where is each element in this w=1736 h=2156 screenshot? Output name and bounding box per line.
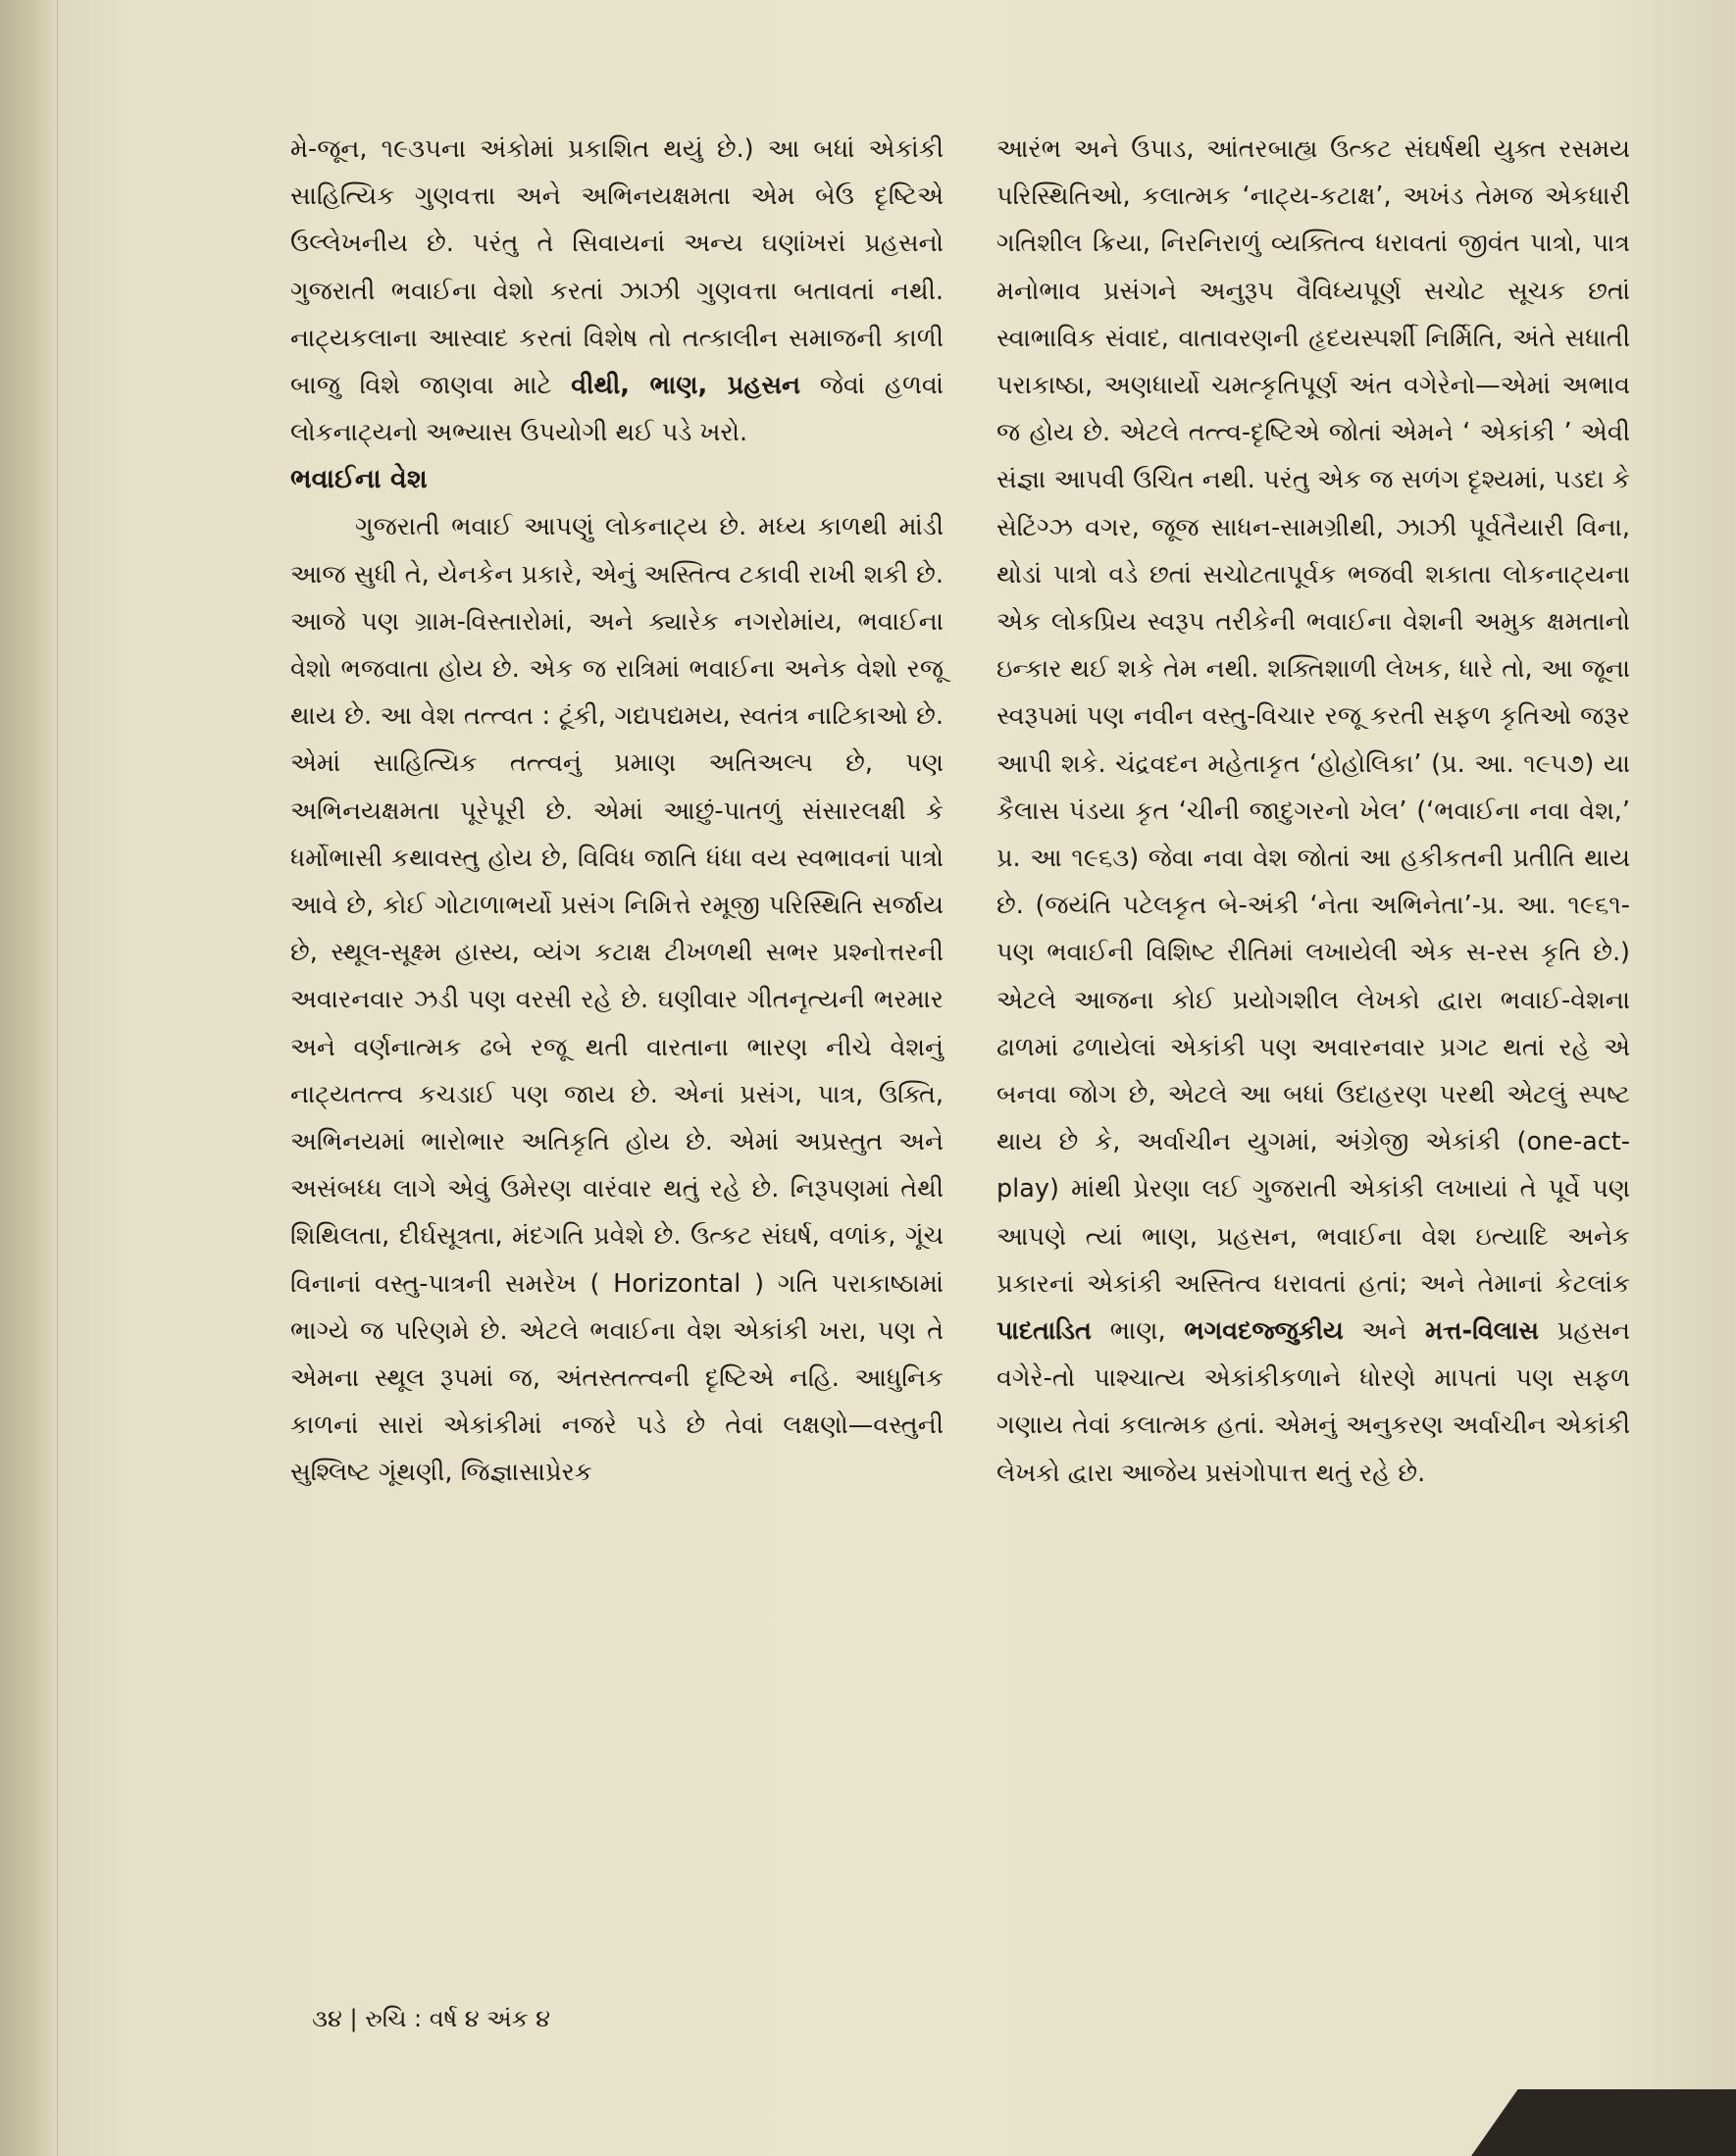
right-bold-mattavilas: મત્ત-વિલાસ — [1425, 1316, 1539, 1347]
right-text-mid1: ભાણ, — [1091, 1316, 1185, 1347]
right-text-end: પ્રહસન વગેરે-તો પાશ્ચાત્ય એકાંકીકળાને ધોરણે માપતાં પણ સફળ ગણાય તેવાં કલાત્મક હતાં. એમનું અનુકરણ અર્વાચીન એકાંકી લેખકો દ્વારા આજેય પ્રસંગોપાત્ત થતું રહે છે. — [996, 1316, 1630, 1488]
right-text-main: આરંભ અને ઉપાડ, આંતરબાહ્ય ઉત્કટ સંઘર્ષથી યુક્ત રસમય પરિસ્થિતિઓ, કલાત્મક ‘નાટ્ય-કટાક્ષ’, અખંડ તેમજ એકધારી ગતિશીલ ક્રિયા, નિરનિરાળું વ્યક્તિત્વ ધરાવતાં જીવંત પાત્રો, પાત્ર મનોભાવ પ્રસંગને અનુરૂપ વૈવિધ્યપૂર્ણ સચોટ સૂચક છતાં સ્વાભાવિક સંવાદ, વાતાવરણની હૃદયસ્પર્શી નિર્મિતિ, અંતે સધાતી પરાકાષ્ઠા, અણધાર્યો ચમત્કૃતિપૂર્ણ અંત વગેરેનો—એમાં અભાવ જ હોય છે. એટલે તત્ત્વ-દૃષ્ટિએ જોતાં એમને ‘ એકાંકી ’ એવી સંજ્ઞા આપવી ઉચિત નથી. પરંતુ એક જ સળંગ દૃશ્યમાં, પડદા કે સેટિંગ્ઝ વગર, જૂજ સાધન-સામગ્રીથી, ઝાઝી પૂર્વતૈયારી વિના, થોડાં પાત્રો વડે છતાં સચોટતાપૂર્વક ભજવી શકાતા લોકનાટ્યના એક લોકપ્રિય સ્વરૂપ તરીકેની ભવાઈના વેશની અમુક ક્ષમતાનો ઇન્કાર થઈ શકે તેમ નથી. શક્તિશાળી લેખક, ધારે તો, આ જૂના સ્વરૂપમાં પણ નવીન વસ્તુ-વિચાર રજૂ કરતી સફળ કૃતિઓ જરૂર આપી શકે. ચંદ્રવદન મહેતાકૃત ‘હોહોલિકા’ (પ્ર. આ. ૧૯૫૭) યા કૈલાસ પંડયા કૃત ‘ચીની જાદુગરનો ખેલ’ (‘ભવાઈના નવા વેશ,’ પ્ર. આ ૧૯૬૩) જેવા નવા વેશ જોતાં આ હકીકતની પ્રતીતિ થાય છે. (જયંતિ પટેલકૃત બે-અંકી ‘નેતા અભિનેતા’-પ્ર. આ. ૧૯૬૧-પણ ભવાઈની વિશિષ્ટ રીતિમાં લખાયેલી એક સ-રસ કૃતિ છે.) એટલે આજના કોઈ પ્રયોગશીલ લેખકો દ્વારા ભવાઈ-વેશના ઢાળમાં ઢળાયેલાં એકાંકી પણ અવારનવાર પ્રગટ થતાં રહે એ બનવા જોગ છે, એટલે આ બધાં ઉદાહરણ પરથી એટલું સ્પષ્ટ થાય છે કે, અર્વાચીન યુગમાં, અંગ્રેજી એકાંકી (one-act-play) માંથી પ્રેરણા લઈ ગુજરાતી એકાંકી લખાયાં તે પૂર્વે પણ આપણે ત્યાં ભાણ, પ્રહસન, ભવાઈના વેશ ઇત્યાદિ અનેક પ્રકારનાં એકાંકી અસ્તિત્વ ધરાવતાં હતાં; અને તેમાનાં કેટલાંક — [996, 134, 1630, 1299]
right-bold-padtadit: પાદતાડિત — [996, 1316, 1092, 1347]
left-intro-bold-terms: વીથી, ભાણ, પ્રહસન — [571, 371, 801, 401]
left-paragraph-bhavai: ગુજરાતી ભવાઈ આપણું લોકનાટ્ય છે. મધ્ય કાળથી માંડી આજ સુધી તે, યેનકેન પ્રકારે, એનું અસ્તિત્વ ટકાવી રાખી શકી છે. આજે પણ ગ્રામ-વિસ્તારોમાં, અને ક્યારેક નગરોમાંય, ભવાઈના વેશો ભજવાતા હોય છે. એક જ રાત્રિમાં ભવાઈના અનેક વેશો રજૂ થાય છે. આ વેશ તત્ત્વત : ટૂંકી, ગદ્યપદ્યમય, સ્વતંત્ર નાટિકાઓ છે. એમાં સાહિત્યિક તત્ત્વનું પ્રમાણ અતિઅલ્પ છે, પણ અભિનયક્ષમતા પૂરેપૂરી છે. એમાં આછું-પાતળું સંસારલક્ષી કે ધર્મોભાસી કથાવસ્તુ હોય છે, વિવિધ જાતિ ધંધા વય સ્વભાવનાં પાત્રો આવે છે, કોઈ ગોટાળાભર્યો પ્રસંગ નિમિત્તે રમૂજી પરિસ્થિતિ સર્જાય છે, સ્થૂલ-સૂક્ષ્મ હાસ્ય, વ્યંગ કટાક્ષ ટીખળથી સભર પ્રશ્નોત્તરની અવારનવાર ઝડી પણ વરસી રહે છે. ઘણીવાર ગીતનૃત્યની ભરમાર અને વર્ણનાત્મક ઢબે રજૂ થતી વારતાના ભારણ નીચે વેશનું નાટ્યતત્ત્વ કચડાઈ પણ જાય છે. એનાં પ્રસંગ, પાત્ર, ઉક્તિ, અભિનયમાં ભારોભાર અતિકૃતિ હોય છે. એમાં અપ્રસ્તુત અને અસંબધ્ધ લાગે એવું ઉમેરણ વારંવાર થતું રહે છે. નિરૂપણમાં તેથી શિથિલતા, દીર્ઘસૂત્રતા, મંદગતિ પ્રવેશે છે. ઉત્કટ સંઘર્ષ, વળાંક, ગૂંચ વિનાનાં વસ્તુ-પાત્રની સમરેખ ( Horizontal ) ગતિ પરાકાષ્ઠામાં ભાગ્યે જ પરિણમે છે. એટલે ભવાઈના વેશ એકાંકી ખરા, પણ તે એમના સ્થૂલ રૂપમાં જ, અંતસ્તત્ત્વની દૃષ્ટિએ નહિ. આધુનિક કાળનાં સારાં એકાંકીમાં નજરે પડે છે તેવાં લક્ષણો—વસ્તુની સુશ્લિષ્ટ ગૂંથણી, જિજ્ઞાસાપ્રેરક — [290, 512, 944, 1488]
page-binding-edge — [0, 0, 58, 2156]
right-text-mid2: અને — [1343, 1316, 1426, 1347]
page-corner-shadow — [1471, 2089, 1736, 2156]
right-paragraph — [996, 126, 1630, 1497]
left-paragraph-intro — [290, 126, 944, 456]
left-column — [290, 126, 944, 1497]
page-footer: ૩૪ | રુચિ : વર્ષ ૪ અંક ૪ — [312, 2005, 551, 2032]
section-heading: ભવાઈના વેશ — [290, 464, 428, 495]
left-intro-text-a: મે-જૂન, ૧૯૩૫ના અંકોમાં પ્રકાશિત થયું છે.) આ બધાં એકાંકી સાહિત્યિક ગુણવત્તા અને અભિનયક્ષમતા એમ બેઉ દૃષ્ટિએ ઉલ્લેખનીય છે. પરંતુ તે સિવાયનાં અન્ય ઘણાંખરાં પ્રહસનો ગુજરાતી ભવાઈના વેશો કરતાં ઝાઝી ગુણવત્તા બતાવતાં નથી. નાટ્યકલાના આસ્વાદ કરતાં વિશેષ તો તત્કાલીન સમાજની કાળી બાજુ વિશે જાણવા માટે — [290, 134, 944, 401]
right-bold-bhagavad: ભગવદજ્જુકીય — [1184, 1316, 1344, 1347]
left-intro-text-b: જેવાં હળવાં લોકનાટ્યનો અભ્યાસ ઉપયોગી થઈ પડે ખરો. — [290, 371, 944, 448]
right-column — [996, 126, 1630, 1497]
